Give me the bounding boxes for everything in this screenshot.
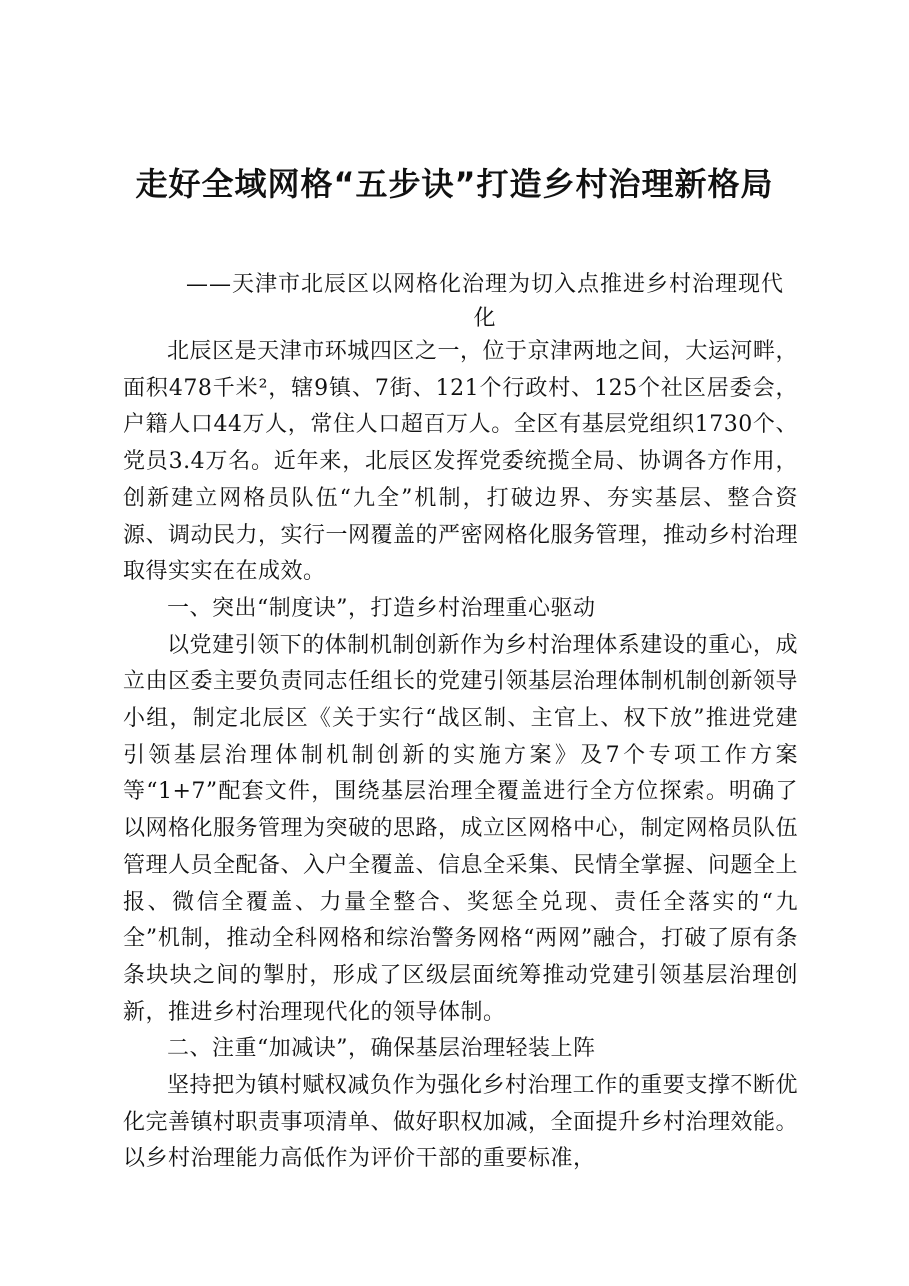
paragraph-intro: 北辰区是天津市环城四区之一，位于京津两地之间，大运河畔，面积478千米²，辖9镇、7街、121个行政村、125个社区居委会，户籍人口44万人，常住人口超百万人。全区有基层党组织1730个、党员3.4万名。近年来，北辰区发挥党委统揽全局、协调各方作用，创新建立网格员队伍“九全”机制，打破边界、夯实基层、整合资源、调动民力，实行一网覆盖的严密网格化服务管理，推动乡村治理取得实实在在成效。 (123, 339, 799, 585)
document-subtitle: ——天津市北辰区以网格化治理为切入点推进乡村治理现代化 (185, 272, 784, 331)
section-heading-1: 一、突出“制度诀”，打造乡村治理重心驱动 (167, 595, 596, 621)
paragraph-section-2: 坚持把为镇村赋权减负作为强化乡村治理工作的重要支撑不断优化完善镇村职责事项清单、做好职权加减，全面提升乡村治理效能。以乡村治理能力高低作为评价干部的重要标准， (123, 1073, 799, 1172)
document-title: 走好全域网格“五步诀”打造乡村治理新格局 (135, 165, 774, 203)
document-body (123, 334, 798, 1178)
paragraph-section-1: 以党建引领下的体制机制创新作为乡村治理体系建设的重心，成立由区委主要负责同志任组长的党建引领基层治理体制机制创新领导小组，制定北辰区《关于实行“战区制、主官上、权下放”推进党建引领基层治理体制机制创新的实施方案》及7个专项工作方案等“1+7”配套文件，围绕基层治理全覆盖进行全方位探索。明确了以网格化服务管理为突破的思路，成立区网格中心，制定网格员队伍管理人员全配备、入户全覆盖、信息全采集、民情全掌握、问题全上报、微信全覆盖、力量全整合、奖惩全兑现、责任全落实的“九全”机制，推动全科网格和综治警务网格“两网”融合，打破了原有条条块块之间的掣肘，形成了区级层面统筹推动党建引领基层治理创新，推进乡村治理现代化的领导体制。 (123, 632, 799, 1025)
section-heading-2: 二、注重“加减诀”，确保基层治理轻装上阵 (167, 1036, 596, 1062)
